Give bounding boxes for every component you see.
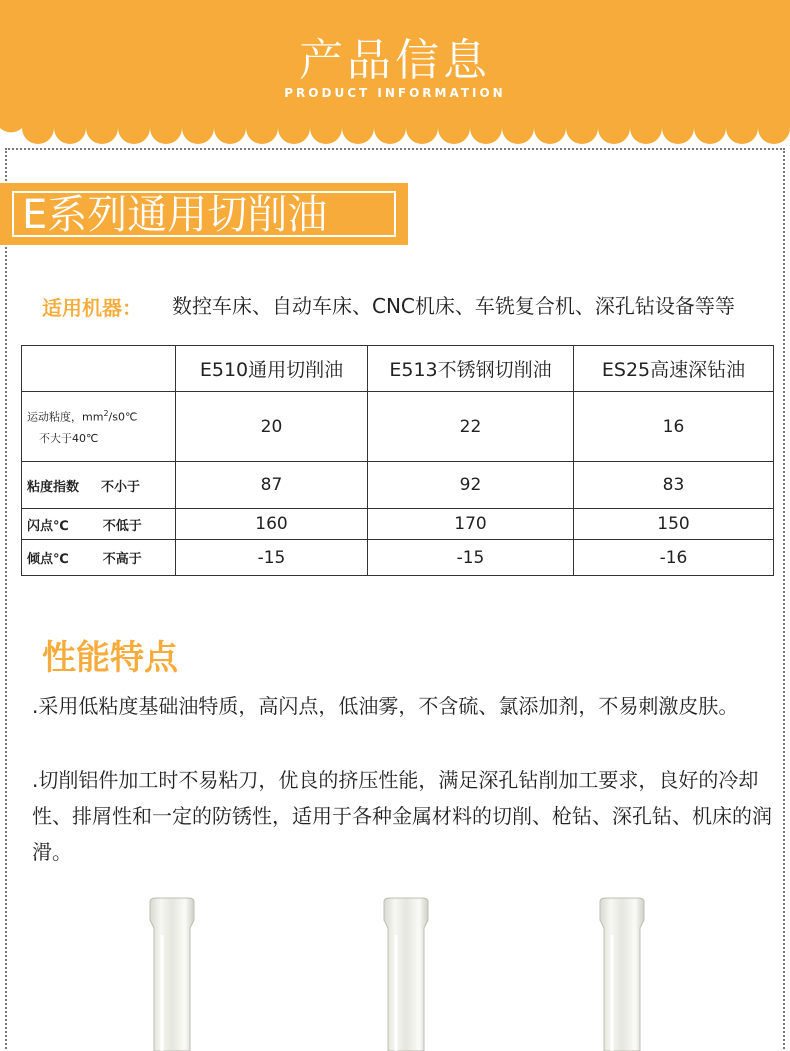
feature-item-2: .切削铝件加工时不易粘刀，优良的挤压性能，满足深孔钻削加工要求，良好的冷却性、排屑性和一定的防锈性，适用于各种金属材料的切削、枪钻、深孔钻、机床的润滑。	[32, 768, 772, 864]
machines-value: 数控车床、自动车床、CNC机床、车铣复合机、深孔钻设备等等	[172, 294, 735, 318]
product-title: E系列通用切削油	[22, 192, 328, 238]
header-subtitle: PRODUCT INFORMATION	[284, 86, 506, 100]
row-label-viscosity-index: 粘度指数 不小于	[22, 462, 176, 509]
machines-label: 适用机器：	[42, 296, 142, 320]
table-header-row	[22, 346, 774, 392]
table-row	[22, 540, 774, 576]
table-row	[22, 462, 774, 509]
spec-table	[21, 345, 774, 576]
glass-tube-3	[600, 898, 644, 1051]
table-cell: 160	[176, 509, 368, 540]
table-cell: 87	[176, 462, 368, 509]
viscosity-label-line1: 运动粘度，$mm^2/s0℃$	[27, 408, 138, 424]
glass-tubes-image	[0, 890, 790, 1051]
table-cell: -15	[176, 540, 368, 576]
table-cell: 16	[574, 392, 774, 462]
row-label-viscosity	[22, 392, 176, 462]
header-banner	[0, 0, 790, 150]
header-title: 产品信息	[299, 35, 491, 86]
row-label-flash-point: 闪点℃ 不低于	[22, 509, 176, 540]
row-label-pour-point: 倾点℃ 不高于	[22, 540, 176, 576]
table-cell: 22	[368, 392, 574, 462]
table-cell: 20	[176, 392, 368, 462]
column-header-e510: E510通用切削油	[176, 346, 368, 392]
feature-item-1: .采用低粘度基础油特质，高闪点，低油雾，不含硫、氯添加剂，不易刺激皮肤。	[32, 694, 739, 718]
table-row	[22, 509, 774, 540]
table-cell: 83	[574, 462, 774, 509]
table-row	[22, 392, 774, 462]
column-header-e513: E513不锈钢切削油	[368, 346, 574, 392]
table-cell: -15	[368, 540, 574, 576]
table-cell: -16	[574, 540, 774, 576]
table-corner-cell	[22, 346, 176, 392]
features-title: 性能特点	[42, 638, 178, 678]
glass-tube-1	[150, 898, 194, 1051]
table-cell: 150	[574, 509, 774, 540]
column-header-es25: ES25高速深钻油	[574, 346, 774, 392]
viscosity-label-line2: 不大于40℃	[39, 432, 99, 446]
table-cell: 170	[368, 509, 574, 540]
glass-tube-2	[384, 898, 428, 1051]
table-cell: 92	[368, 462, 574, 509]
